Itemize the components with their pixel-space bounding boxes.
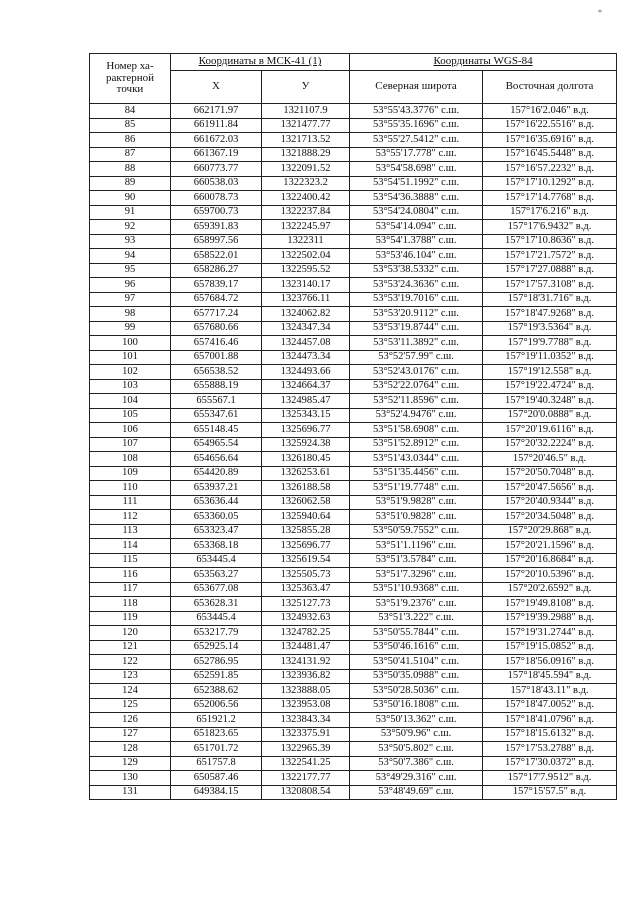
x-cell: 653677.08 <box>171 582 262 597</box>
longitude-cell: 157°18'47.9268" в.д. <box>483 307 617 322</box>
y-cell: 1322237.84 <box>262 205 350 220</box>
x-cell: 651701.72 <box>171 742 262 757</box>
point-number-cell: 114 <box>90 539 171 554</box>
longitude-cell: 157°19'49.8108" в.д. <box>483 597 617 612</box>
longitude-cell: 157°19'40.3248" в.д. <box>483 394 617 409</box>
longitude-cell: 157°17'53.2788" в.д. <box>483 742 617 757</box>
latitude-cell: 53°53'24.3636" с.ш. <box>350 278 483 293</box>
y-cell: 1322245.97 <box>262 220 350 235</box>
x-cell: 655888.19 <box>171 379 262 394</box>
longitude-cell: 157°18'31.716" в.д. <box>483 292 617 307</box>
latitude-cell: 53°54'58.698" с.ш. <box>350 162 483 177</box>
table-row <box>90 423 617 438</box>
point-number-cell: 125 <box>90 698 171 713</box>
x-cell: 650587.46 <box>171 771 262 786</box>
longitude-cell: 157°16'35.6916" в.д. <box>483 133 617 148</box>
y-cell: 1326253.61 <box>262 466 350 481</box>
point-number-cell: 111 <box>90 495 171 510</box>
x-cell: 658997.56 <box>171 234 262 249</box>
y-cell: 1325127.73 <box>262 597 350 612</box>
y-cell: 1322177.77 <box>262 771 350 786</box>
x-cell: 654965.54 <box>171 437 262 452</box>
point-number-cell: 122 <box>90 655 171 670</box>
y-cell: 1324664.37 <box>262 379 350 394</box>
table-row <box>90 756 617 771</box>
longitude-cell: 157°20'19.6116" в.д. <box>483 423 617 438</box>
longitude-cell: 157°17'6.216" в.д. <box>483 205 617 220</box>
longitude-cell: 157°18'56.0916" в.д. <box>483 655 617 670</box>
longitude-cell: 157°17'10.1292" в.д. <box>483 176 617 191</box>
longitude-cell: 157°19'31.2744" в.д. <box>483 626 617 641</box>
latitude-cell: 53°54'1.3788" с.ш. <box>350 234 483 249</box>
latitude-cell: 53°51'3.5784" с.ш. <box>350 553 483 568</box>
point-number-cell: 105 <box>90 408 171 423</box>
point-number-cell: 115 <box>90 553 171 568</box>
table-row <box>90 394 617 409</box>
y-cell: 1325940.64 <box>262 510 350 525</box>
point-number-cell: 103 <box>90 379 171 394</box>
point-number-cell: 102 <box>90 365 171 380</box>
latitude-cell: 53°48'49.69" с.ш. <box>350 785 483 800</box>
x-cell: 661672.03 <box>171 133 262 148</box>
table-row <box>90 437 617 452</box>
table-row <box>90 350 617 365</box>
table-row <box>90 742 617 757</box>
table-row <box>90 524 617 539</box>
longitude-cell: 157°20'40.9344" в.д. <box>483 495 617 510</box>
y-cell: 1323375.91 <box>262 727 350 742</box>
latitude-cell: 53°50'35.0988" с.ш. <box>350 669 483 684</box>
table-row <box>90 365 617 380</box>
longitude-cell: 157°20'32.2224" в.д. <box>483 437 617 452</box>
longitude-cell: 157°20'47.5656" в.д. <box>483 481 617 496</box>
latitude-cell: 53°50'16.1808" с.ш. <box>350 698 483 713</box>
latitude-cell: 53°50'9.96" с.ш. <box>350 727 483 742</box>
y-cell: 1323953.08 <box>262 698 350 713</box>
y-cell: 1326188.58 <box>262 481 350 496</box>
table-row <box>90 133 617 148</box>
latitude-cell: 53°51'35.4456" с.ш. <box>350 466 483 481</box>
point-number-cell: 112 <box>90 510 171 525</box>
latitude-cell: 53°51'9.2376" с.ш. <box>350 597 483 612</box>
x-cell: 661911.84 <box>171 118 262 133</box>
point-number-cell: 128 <box>90 742 171 757</box>
longitude-cell: 157°17'6.9432" в.д. <box>483 220 617 235</box>
x-cell: 653445.4 <box>171 553 262 568</box>
point-number-cell: 124 <box>90 684 171 699</box>
x-cell: 652388.62 <box>171 684 262 699</box>
x-cell: 657416.46 <box>171 336 262 351</box>
latitude-cell: 53°52'57.99" с.ш. <box>350 350 483 365</box>
point-number-cell: 110 <box>90 481 171 496</box>
longitude-header: Восточная долгота <box>483 71 617 104</box>
table-row <box>90 278 617 293</box>
msk41-group-header: Координаты в МСК-41 (1) <box>171 54 350 71</box>
point-number-cell: 100 <box>90 336 171 351</box>
x-cell: 658286.27 <box>171 263 262 278</box>
point-number-cell: 120 <box>90 626 171 641</box>
longitude-cell: 157°18'15.6132" в.д. <box>483 727 617 742</box>
x-header: X <box>171 71 262 104</box>
point-number-cell: 116 <box>90 568 171 583</box>
table-row <box>90 147 617 162</box>
point-number-cell: 96 <box>90 278 171 293</box>
longitude-cell: 157°17'7.9512" в.д. <box>483 771 617 786</box>
latitude-cell: 53°51'10.9368" с.ш. <box>350 582 483 597</box>
longitude-cell: 157°17'30.0372" в.д. <box>483 756 617 771</box>
longitude-cell: 157°17'10.8636" в.д. <box>483 234 617 249</box>
x-cell: 660773.77 <box>171 162 262 177</box>
point-number-cell: 93 <box>90 234 171 249</box>
x-cell: 654656.64 <box>171 452 262 467</box>
longitude-cell: 157°19'12.558" в.д. <box>483 365 617 380</box>
table-row <box>90 104 617 119</box>
longitude-cell: 157°16'22.5516" в.д. <box>483 118 617 133</box>
point-number-cell: 94 <box>90 249 171 264</box>
latitude-cell: 53°53'19.8744" с.ш. <box>350 321 483 336</box>
x-cell: 653368.18 <box>171 539 262 554</box>
y-cell: 1326062.58 <box>262 495 350 510</box>
longitude-cell: 157°20'2.6592" в.д. <box>483 582 617 597</box>
y-cell: 1325924.38 <box>262 437 350 452</box>
longitude-cell: 157°16'45.5448" в.д. <box>483 147 617 162</box>
latitude-cell: 53°53'19.7016" с.ш. <box>350 292 483 307</box>
latitude-cell: 53°50'7.386" с.ш. <box>350 756 483 771</box>
x-cell: 652786.95 <box>171 655 262 670</box>
table-row <box>90 408 617 423</box>
latitude-cell: 53°52'11.8596" с.ш. <box>350 394 483 409</box>
latitude-cell: 53°50'59.7552" с.ш. <box>350 524 483 539</box>
longitude-cell: 157°16'2.046" в.д. <box>483 104 617 119</box>
y-cell: 1321713.52 <box>262 133 350 148</box>
table-row <box>90 336 617 351</box>
latitude-cell: 53°51'19.7748" с.ш. <box>350 481 483 496</box>
y-cell: 1325363.47 <box>262 582 350 597</box>
x-cell: 657684.72 <box>171 292 262 307</box>
x-cell: 654420.89 <box>171 466 262 481</box>
latitude-cell: 53°51'43.0344" с.ш. <box>350 452 483 467</box>
latitude-cell: 53°55'43.3776" с.ш. <box>350 104 483 119</box>
x-cell: 651757.8 <box>171 756 262 771</box>
latitude-header: Северная широта <box>350 71 483 104</box>
table-row <box>90 481 617 496</box>
x-cell: 662171.97 <box>171 104 262 119</box>
longitude-cell: 157°20'21.1596" в.д. <box>483 539 617 554</box>
point-number-cell: 98 <box>90 307 171 322</box>
x-cell: 651823.65 <box>171 727 262 742</box>
longitude-cell: 157°19'15.0852" в.д. <box>483 640 617 655</box>
latitude-cell: 53°51'1.1196" с.ш. <box>350 539 483 554</box>
latitude-cell: 53°54'36.3888" с.ш. <box>350 191 483 206</box>
point-number-cell: 90 <box>90 191 171 206</box>
table-row <box>90 640 617 655</box>
latitude-cell: 53°53'11.3892" с.ш. <box>350 336 483 351</box>
point-number-cell: 91 <box>90 205 171 220</box>
y-cell: 1321888.29 <box>262 147 350 162</box>
corner-mark: * <box>598 8 602 17</box>
point-number-cell: 113 <box>90 524 171 539</box>
table-row <box>90 118 617 133</box>
x-cell: 652006.56 <box>171 698 262 713</box>
y-cell: 1325696.77 <box>262 539 350 554</box>
x-cell: 653563.27 <box>171 568 262 583</box>
point-number-cell: 99 <box>90 321 171 336</box>
x-cell: 653628.31 <box>171 597 262 612</box>
latitude-cell: 53°54'51.1992" с.ш. <box>350 176 483 191</box>
table-row <box>90 655 617 670</box>
latitude-cell: 53°55'27.5412" с.ш. <box>350 133 483 148</box>
x-cell: 661367.19 <box>171 147 262 162</box>
y-cell: 1324782.25 <box>262 626 350 641</box>
point-number-cell: 109 <box>90 466 171 481</box>
y-cell: 1324131.92 <box>262 655 350 670</box>
y-cell: 1325343.15 <box>262 408 350 423</box>
x-cell: 659391.83 <box>171 220 262 235</box>
latitude-cell: 53°53'20.9112" с.ш. <box>350 307 483 322</box>
latitude-cell: 53°50'28.5036" с.ш. <box>350 684 483 699</box>
y-cell: 1322502.04 <box>262 249 350 264</box>
point-number-cell: 119 <box>90 611 171 626</box>
y-cell: 1325505.73 <box>262 568 350 583</box>
longitude-cell: 157°20'50.7048" в.д. <box>483 466 617 481</box>
y-cell: 1324457.08 <box>262 336 350 351</box>
table-row <box>90 553 617 568</box>
table-row <box>90 611 617 626</box>
table-row <box>90 727 617 742</box>
table-row <box>90 568 617 583</box>
point-number-cell: 127 <box>90 727 171 742</box>
y-cell: 1324985.47 <box>262 394 350 409</box>
latitude-cell: 53°50'55.7844" с.ш. <box>350 626 483 641</box>
x-cell: 657001.88 <box>171 350 262 365</box>
point-number-cell: 108 <box>90 452 171 467</box>
x-cell: 652925.14 <box>171 640 262 655</box>
latitude-cell: 53°50'46.1616" с.ш. <box>350 640 483 655</box>
table-row <box>90 205 617 220</box>
longitude-cell: 157°16'57.2232" в.д. <box>483 162 617 177</box>
longitude-cell: 157°17'21.7572" в.д. <box>483 249 617 264</box>
longitude-cell: 157°20'29.868" в.д. <box>483 524 617 539</box>
point-number-cell: 86 <box>90 133 171 148</box>
table-row <box>90 698 617 713</box>
longitude-cell: 157°20'16.8684" в.д. <box>483 553 617 568</box>
point-number-cell: 104 <box>90 394 171 409</box>
point-number-cell: 123 <box>90 669 171 684</box>
longitude-cell: 157°19'3.5364" в.д. <box>483 321 617 336</box>
longitude-cell: 157°18'45.594" в.д. <box>483 669 617 684</box>
table-row <box>90 162 617 177</box>
longitude-cell: 157°20'34.5048" в.д. <box>483 510 617 525</box>
point-number-cell: 107 <box>90 437 171 452</box>
x-cell: 660078.73 <box>171 191 262 206</box>
x-cell: 655567.1 <box>171 394 262 409</box>
y-cell: 1324932.63 <box>262 611 350 626</box>
y-cell: 1325619.54 <box>262 553 350 568</box>
y-header: У <box>262 71 350 104</box>
table-row <box>90 669 617 684</box>
point-number-cell: 131 <box>90 785 171 800</box>
latitude-cell: 53°51'7.3296" с.ш. <box>350 568 483 583</box>
point-number-cell: 84 <box>90 104 171 119</box>
table-row <box>90 466 617 481</box>
table-row <box>90 292 617 307</box>
x-cell: 652591.85 <box>171 669 262 684</box>
table-row <box>90 263 617 278</box>
point-number-cell: 117 <box>90 582 171 597</box>
table-row <box>90 234 617 249</box>
x-cell: 656538.52 <box>171 365 262 380</box>
x-cell: 659700.73 <box>171 205 262 220</box>
point-number-cell: 88 <box>90 162 171 177</box>
latitude-cell: 53°53'46.104" с.ш. <box>350 249 483 264</box>
y-cell: 1323843.34 <box>262 713 350 728</box>
y-cell: 1322400.42 <box>262 191 350 206</box>
point-number-header: Номер ха- рактерной точки <box>90 54 171 104</box>
x-cell: 653445.4 <box>171 611 262 626</box>
table-row <box>90 307 617 322</box>
latitude-cell: 53°50'5.802" с.ш. <box>350 742 483 757</box>
y-cell: 1322311 <box>262 234 350 249</box>
longitude-cell: 157°15'57.5" в.д. <box>483 785 617 800</box>
point-number-cell: 121 <box>90 640 171 655</box>
latitude-cell: 53°52'22.0764" с.ш. <box>350 379 483 394</box>
x-cell: 653937.21 <box>171 481 262 496</box>
latitude-cell: 53°51'3.222" с.ш. <box>350 611 483 626</box>
table-row <box>90 597 617 612</box>
y-cell: 1324481.47 <box>262 640 350 655</box>
y-cell: 1321107.9 <box>262 104 350 119</box>
table-row <box>90 684 617 699</box>
latitude-cell: 53°51'58.6908" с.ш. <box>350 423 483 438</box>
longitude-cell: 157°19'9.7788" в.д. <box>483 336 617 351</box>
longitude-cell: 157°17'57.3108" в.д. <box>483 278 617 293</box>
table-row <box>90 785 617 800</box>
longitude-cell: 157°19'11.0352" в.д. <box>483 350 617 365</box>
y-cell: 1323766.11 <box>262 292 350 307</box>
longitude-cell: 157°18'41.0796" в.д. <box>483 713 617 728</box>
longitude-cell: 157°19'39.2988" в.д. <box>483 611 617 626</box>
x-cell: 653636.44 <box>171 495 262 510</box>
y-cell: 1322595.52 <box>262 263 350 278</box>
y-cell: 1322541.25 <box>262 756 350 771</box>
point-number-cell: 106 <box>90 423 171 438</box>
x-cell: 660538.03 <box>171 176 262 191</box>
latitude-cell: 53°55'17.778" с.ш. <box>350 147 483 162</box>
x-cell: 658522.01 <box>171 249 262 264</box>
point-number-cell: 95 <box>90 263 171 278</box>
x-cell: 655148.45 <box>171 423 262 438</box>
point-number-cell: 92 <box>90 220 171 235</box>
table-row <box>90 379 617 394</box>
table-row <box>90 220 617 235</box>
longitude-cell: 157°18'47.0052" в.д. <box>483 698 617 713</box>
point-number-cell: 129 <box>90 756 171 771</box>
point-number-cell: 85 <box>90 118 171 133</box>
latitude-cell: 53°54'14.094" с.ш. <box>350 220 483 235</box>
table-row <box>90 582 617 597</box>
latitude-cell: 53°50'13.362" с.ш. <box>350 713 483 728</box>
x-cell: 655347.61 <box>171 408 262 423</box>
longitude-cell: 157°20'0.0888" в.д. <box>483 408 617 423</box>
latitude-cell: 53°50'41.5104" с.ш. <box>350 655 483 670</box>
point-number-cell: 118 <box>90 597 171 612</box>
table-row <box>90 626 617 641</box>
point-number-cell: 87 <box>90 147 171 162</box>
table-body <box>90 104 617 800</box>
table-row <box>90 452 617 467</box>
latitude-cell: 53°53'38.5332" с.ш. <box>350 263 483 278</box>
table-row <box>90 495 617 510</box>
table-row <box>90 191 617 206</box>
point-number-cell: 130 <box>90 771 171 786</box>
coordinates-table <box>89 53 617 800</box>
y-cell: 1321477.77 <box>262 118 350 133</box>
latitude-cell: 53°54'24.0804" с.ш. <box>350 205 483 220</box>
latitude-cell: 53°51'52.8912" с.ш. <box>350 437 483 452</box>
table-row <box>90 249 617 264</box>
point-number-cell: 97 <box>90 292 171 307</box>
y-cell: 1324473.34 <box>262 350 350 365</box>
longitude-cell: 157°17'14.7768" в.д. <box>483 191 617 206</box>
y-cell: 1323888.05 <box>262 684 350 699</box>
longitude-cell: 157°17'27.0888" в.д. <box>483 263 617 278</box>
x-cell: 653217.79 <box>171 626 262 641</box>
point-number-cell: 126 <box>90 713 171 728</box>
y-cell: 1324493.66 <box>262 365 350 380</box>
point-number-cell: 89 <box>90 176 171 191</box>
point-number-cell: 101 <box>90 350 171 365</box>
latitude-cell: 53°49'29.316" с.ш. <box>350 771 483 786</box>
x-cell: 649384.15 <box>171 785 262 800</box>
x-cell: 657717.24 <box>171 307 262 322</box>
latitude-cell: 53°52'4.9476" с.ш. <box>350 408 483 423</box>
latitude-cell: 53°51'0.9828" с.ш. <box>350 510 483 525</box>
y-cell: 1323936.82 <box>262 669 350 684</box>
table-row <box>90 321 617 336</box>
latitude-cell: 53°51'9.9828" с.ш. <box>350 495 483 510</box>
longitude-cell: 157°20'46.5" в.д. <box>483 452 617 467</box>
x-cell: 653323.47 <box>171 524 262 539</box>
longitude-cell: 157°20'10.5396" в.д. <box>483 568 617 583</box>
x-cell: 653360.05 <box>171 510 262 525</box>
longitude-cell: 157°18'43.11" в.д. <box>483 684 617 699</box>
latitude-cell: 53°52'43.0176" с.ш. <box>350 365 483 380</box>
longitude-cell: 157°19'22.4724" в.д. <box>483 379 617 394</box>
y-cell: 1322323.2 <box>262 176 350 191</box>
table-row <box>90 539 617 554</box>
y-cell: 1322965.39 <box>262 742 350 757</box>
x-cell: 657680.66 <box>171 321 262 336</box>
y-cell: 1320808.54 <box>262 785 350 800</box>
table-row <box>90 713 617 728</box>
y-cell: 1324062.82 <box>262 307 350 322</box>
wgs84-group-header: Координаты WGS-84 <box>350 54 617 71</box>
x-cell: 657839.17 <box>171 278 262 293</box>
table-row <box>90 771 617 786</box>
y-cell: 1324347.34 <box>262 321 350 336</box>
x-cell: 651921.2 <box>171 713 262 728</box>
table-row <box>90 176 617 191</box>
y-cell: 1322091.52 <box>262 162 350 177</box>
y-cell: 1323140.17 <box>262 278 350 293</box>
y-cell: 1325696.77 <box>262 423 350 438</box>
latitude-cell: 53°55'35.1696" с.ш. <box>350 118 483 133</box>
y-cell: 1325855.28 <box>262 524 350 539</box>
y-cell: 1326180.45 <box>262 452 350 467</box>
table-row <box>90 510 617 525</box>
